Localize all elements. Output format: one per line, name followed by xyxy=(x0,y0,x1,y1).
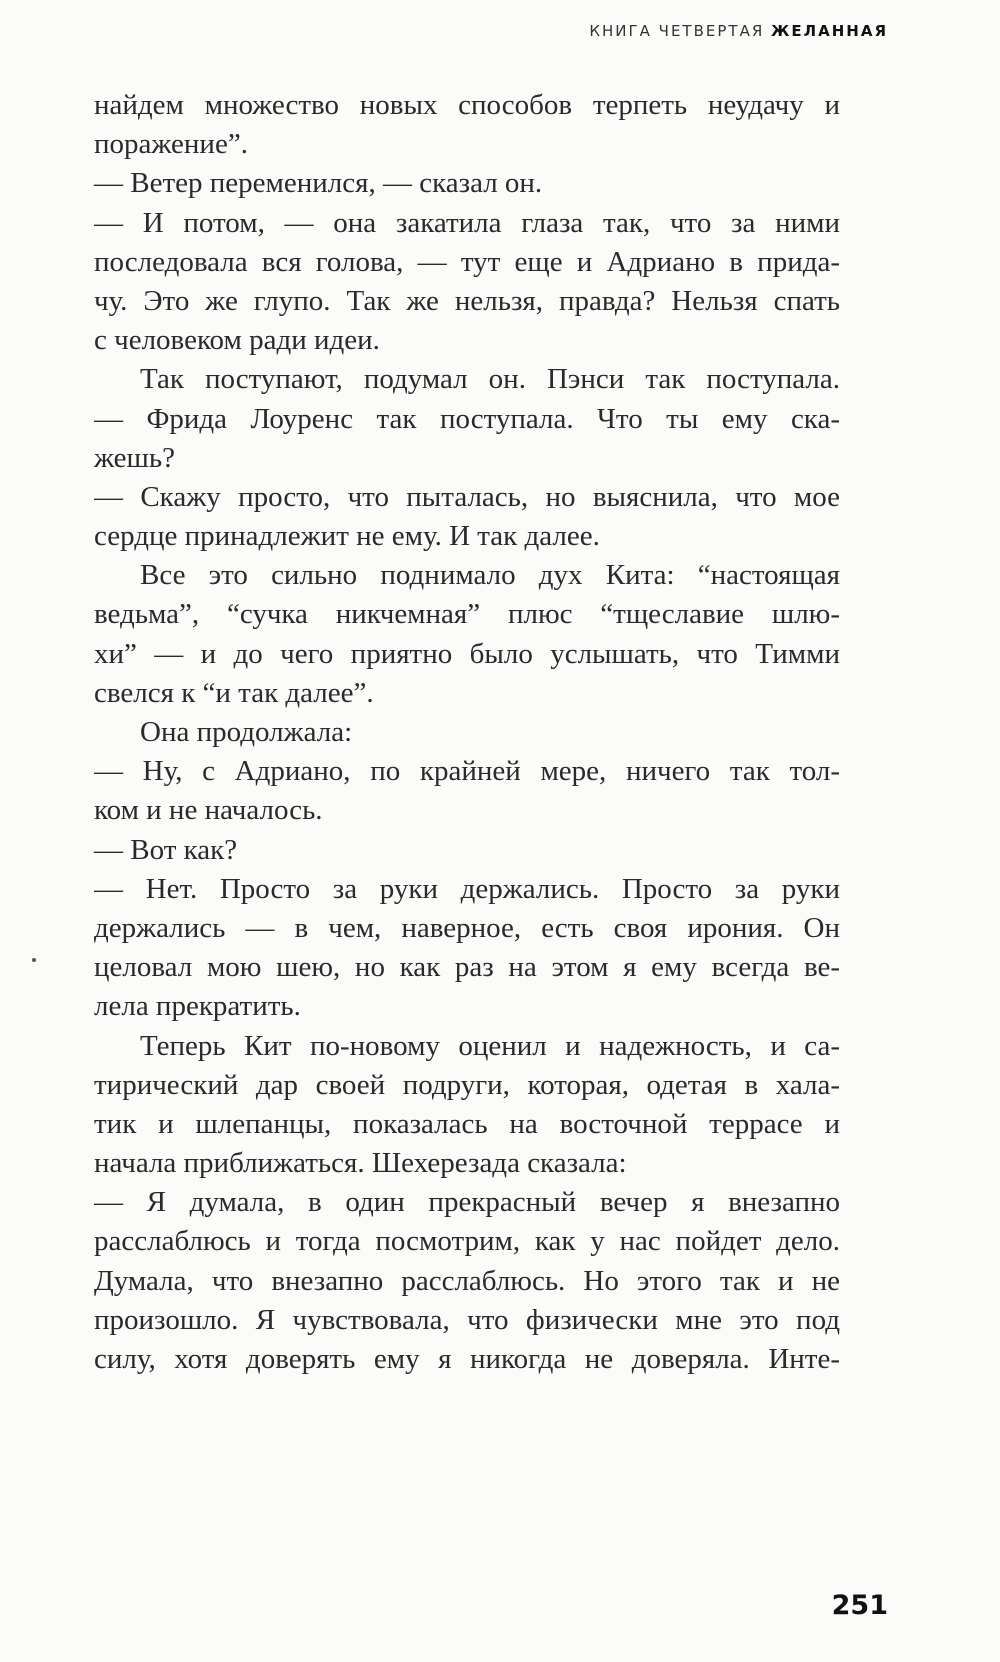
text-line: Так поступают, подумал он. Пэнси так поступала. xyxy=(140,363,840,396)
text-line: Теперь Кит по-новому оценил и надежность, и са- xyxy=(140,1029,840,1062)
part-title: ЖЕЛАННАЯ xyxy=(771,22,888,40)
page-number: 251 xyxy=(831,1590,888,1621)
text-line: поражение”. xyxy=(94,128,248,161)
page-body xyxy=(94,86,840,1379)
text-line: — И потом, — она закатила глаза так, что за ними xyxy=(94,206,840,239)
text-line: жешь? xyxy=(94,441,175,474)
text-line: свелся к “и так далее”. xyxy=(94,676,374,709)
text-line: Думала, что внезапно расслаблюсь. Но этого так и не xyxy=(94,1264,840,1297)
text-line: хи” — и до чего приятно было услышать, что Тимми xyxy=(94,637,840,670)
text-line: начала приближаться. Шехерезада сказала: xyxy=(94,1147,627,1180)
text-line: чу. Это же глупо. Так же нельзя, правда? Нельзя спать xyxy=(94,284,840,317)
text-line: силу, хотя доверять ему я никогда не доверяла. Инте- xyxy=(94,1343,840,1375)
text-line: ком и не началось. xyxy=(94,794,323,827)
text-line: — Ну, с Адриано, по крайней мере, ничего так тол- xyxy=(94,755,840,788)
text-line: — Скажу просто, что пыталась, но выяснила, что мое xyxy=(94,480,840,513)
text-line: ведьма”, “сучка никчемная” плюс “тщеславие шлю- xyxy=(94,598,840,631)
book-part: КНИГА ЧЕТВЕРТАЯ xyxy=(589,22,765,40)
text-line: — Фрида Лоуренс так поступала. Что ты ему ска- xyxy=(94,402,840,435)
text-line: — Ветер переменился, — сказал он. xyxy=(94,167,543,200)
scan-speck xyxy=(32,958,36,962)
text-line: с человеком ради идеи. xyxy=(94,324,380,357)
text-line: произошло. Я чувствовала, что физически мне это под xyxy=(94,1303,840,1336)
text-line: — Вот как? xyxy=(94,833,238,866)
text-line: лела прекратить. xyxy=(94,990,301,1023)
text-line: найдем множество новых способов терпеть неудачу и xyxy=(94,89,840,121)
text-line: тирический дар своей подруги, которая, одетая в хала- xyxy=(94,1068,840,1101)
text-line: последовала вся голова, — тут еще и Адриано в прида- xyxy=(94,245,840,278)
text-line: Все это сильно поднимало дух Кита: “настоящая xyxy=(140,559,840,592)
running-header xyxy=(589,22,888,40)
text-line: — Нет. Просто за руки держались. Просто за руки xyxy=(94,872,840,905)
text-line: тик и шлепанцы, показалась на восточной террасе и xyxy=(94,1107,840,1140)
text-line: — Я думала, в один прекрасный вечер я внезапно xyxy=(94,1186,840,1219)
text-line: держались — в чем, наверное, есть своя ирония. Он xyxy=(94,911,840,944)
text-line: расслаблюсь и тогда посмотрим, как у нас пойдет дело. xyxy=(94,1225,840,1258)
text-line: сердце принадлежит не ему. И так далее. xyxy=(94,520,600,553)
text-line: Она продолжала: xyxy=(140,716,353,748)
text-line: целовал мою шею, но как раз на этом я ему всегда ве- xyxy=(94,951,840,984)
